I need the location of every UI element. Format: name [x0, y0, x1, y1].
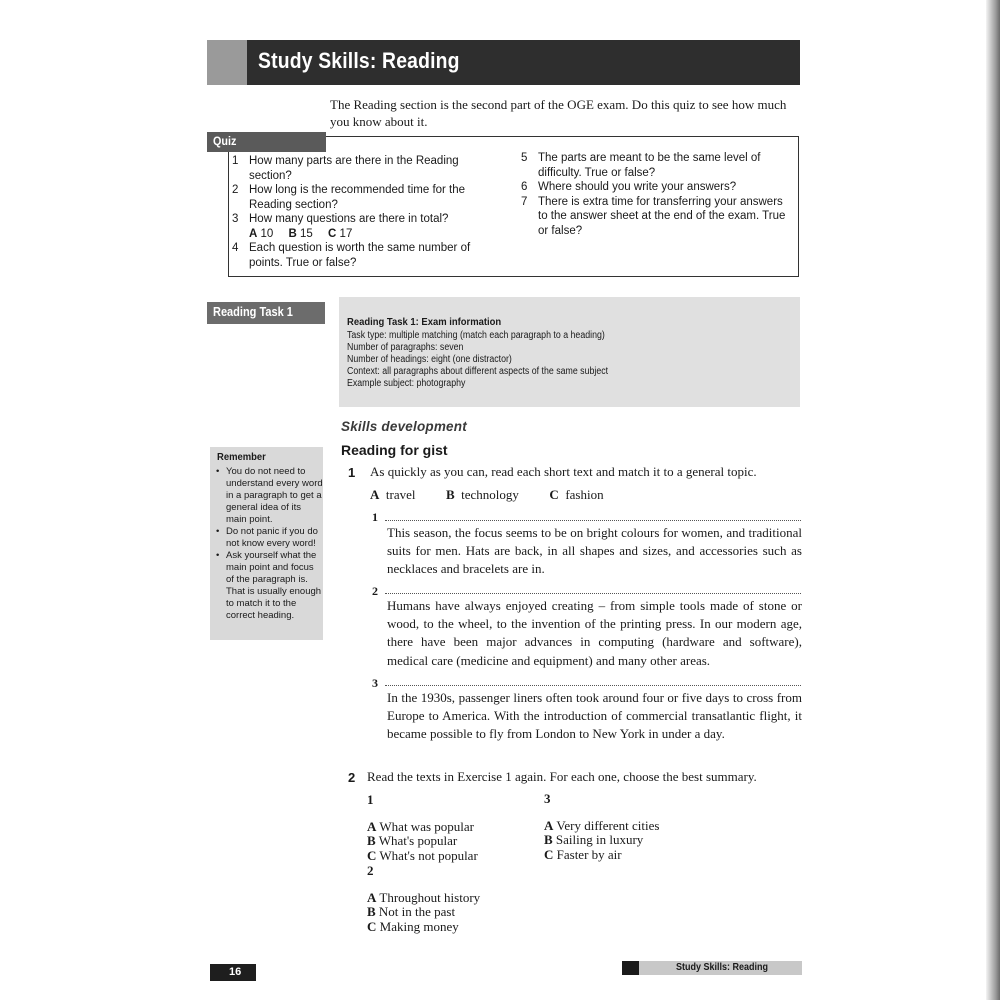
exercise-2-number: 2: [348, 770, 356, 785]
option-letter: C: [328, 227, 337, 240]
summary-option: [367, 820, 478, 835]
text-paragraph: Humans have always enjoyed creating – from simple tools made of stone or wood, to the wheel, to the invention of the printing press. In our modern age, there have been major advances in computing (hardware and software), medical care (medicine and equipment) and many other areas.: [387, 598, 802, 668]
option-text: travel: [385, 487, 416, 502]
quiz-question: [232, 154, 492, 183]
option-text: Faster by air: [556, 846, 622, 862]
quiz-label-tab: [207, 132, 326, 152]
remember-list: [215, 466, 323, 622]
option-letter: B: [445, 487, 455, 502]
page-title: Study Skills: Reading: [258, 48, 460, 73]
section-heading: Skills development: [341, 419, 467, 434]
quiz-column-left: [232, 154, 492, 270]
option-letter: A: [249, 227, 258, 240]
quiz-question-number: 7: [521, 195, 528, 208]
exam-info-line: Example subject: photography: [347, 378, 466, 389]
remember-item: • You do not need to understand every word in a paragraph to get a general idea of its main point.: [215, 466, 323, 526]
quiz-column-right: [521, 151, 791, 238]
quiz-question: [521, 151, 791, 180]
reading-task-label: Reading Task 1: [213, 305, 293, 319]
remember-title: Remember: [217, 451, 266, 463]
option-text: technology: [461, 487, 519, 502]
option-text: Not in the past: [378, 904, 456, 919]
text-paragraph: This season, the focus seems to be on bright colours for women, and traditional suits for men. Hats are back, in all shapes and sizes, and accessories such as necklaces and bracelets are in.: [387, 525, 802, 577]
quiz-label: Quiz: [213, 134, 237, 148]
quiz-question-text: The parts are meant to be the same level of difficulty. True or false?: [538, 152, 761, 179]
option-text: Making money: [379, 918, 459, 934]
summary-option: [367, 849, 478, 864]
option-letter: B: [544, 832, 553, 847]
quiz-question-text: How long is the recommended time for the Reading section?: [249, 184, 466, 211]
option-letter: A: [367, 889, 377, 905]
quiz-question-text: Each question is worth the same number of points. True or false?: [249, 242, 471, 269]
option-text: Sailing in luxury: [555, 832, 644, 847]
summary-option: [544, 833, 659, 848]
intro-text: The Reading section is the second part of the OGE exam. Do this quiz to see how much you know about it.: [330, 97, 787, 129]
summary-group-3: [544, 792, 659, 862]
running-title-bar: [622, 961, 802, 975]
quiz-question: [232, 241, 492, 270]
option-letter: C: [367, 918, 377, 934]
option-letter: B: [367, 904, 376, 919]
quiz-question-number: 1: [232, 155, 239, 167]
quiz-question-number: 6: [521, 181, 528, 193]
answer-line[interactable]: [385, 593, 801, 594]
quiz-question-text: There is extra time for transferring your answers to the answer sheet at the end of the exam. True or false?: [538, 195, 786, 237]
page-number: 16: [229, 966, 242, 978]
exam-info-line: Number of headings: eight (one distractor): [347, 354, 512, 365]
option-text: Very different cities: [556, 817, 660, 833]
exercise-1-number: 1: [348, 465, 356, 480]
option-value: 15: [300, 227, 313, 240]
quiz-question-number: 4: [232, 242, 239, 254]
quiz-question-number: 3: [232, 213, 239, 225]
quiz-question: [521, 180, 791, 195]
exam-info-line: Context: all paragraphs about different aspects of the same subject: [347, 366, 609, 377]
summary-option: [367, 920, 480, 935]
option-text: What's not popular: [379, 847, 478, 863]
page-number-box: [210, 964, 256, 981]
exam-info-title: Reading Task 1: Exam information: [347, 316, 502, 328]
page-edge-shadow: [986, 0, 1000, 1000]
text-number: 3: [372, 676, 378, 690]
section-subheading: Reading for gist: [341, 442, 448, 458]
option-text: What's popular: [378, 833, 458, 848]
reading-task-tab: [207, 302, 325, 324]
text-paragraph: In the 1930s, passenger liners often took around four or five days to cross from Europe to America. With the introduction of commercial transatlantic flight, it became possible to fly from London to New York in under a day.: [387, 690, 802, 742]
option-letter: B: [367, 833, 376, 848]
quiz-question-text: Where should you write your answers?: [538, 181, 737, 193]
quiz-question-number: 5: [521, 152, 528, 164]
quiz-question: [232, 212, 492, 227]
summary-option: [367, 834, 478, 849]
option-text: Throughout history: [379, 889, 481, 905]
quiz-question-3-options: [232, 227, 492, 242]
answer-line[interactable]: [385, 685, 801, 686]
option-letter: C: [549, 487, 559, 502]
remember-item: • Do not panic if you do not know every word!: [215, 526, 323, 550]
summary-group-2: [367, 864, 480, 934]
exercise-1-instruction: As quickly as you can, read each short text and match it to a general topic.: [370, 464, 757, 479]
text-number: 1: [372, 510, 378, 524]
answer-line[interactable]: [385, 520, 801, 521]
quiz-question-text: How many questions are there in total?: [249, 213, 449, 225]
exercise-1-options: [370, 487, 604, 503]
quiz-question: [232, 183, 492, 212]
summary-group-number: 1: [367, 792, 374, 807]
option-letter: C: [367, 847, 377, 863]
quiz-question: [521, 195, 791, 239]
option-value: 10: [260, 227, 274, 240]
option-letter: C: [544, 846, 554, 862]
summary-group-number: 3: [544, 791, 551, 806]
summary-group-number: 2: [367, 863, 374, 878]
option-letter: A: [367, 818, 377, 834]
exercise-2-instruction: Read the texts in Exercise 1 again. For each one, choose the best summary.: [367, 769, 757, 784]
option-letter: A: [544, 817, 554, 833]
quiz-question-number: 2: [232, 184, 239, 196]
summary-option: [544, 819, 659, 834]
summary-group-1: [367, 793, 478, 863]
quiz-question-text: How many parts are there in the Reading section?: [249, 155, 459, 182]
remember-item: • Ask yourself what the main point and focus of the paragraph is. That is usually enough to match it to the correct heading.: [215, 550, 323, 622]
option-letter: B: [288, 227, 297, 240]
option-text: fashion: [565, 487, 604, 502]
exam-info-line: Task type: multiple matching (match each paragraph to a heading): [347, 330, 605, 341]
text-number: 2: [372, 584, 378, 598]
exam-info-line: Number of paragraphs: seven: [347, 342, 464, 353]
option-value: 17: [339, 227, 353, 240]
summary-option: [367, 891, 480, 906]
option-text: What was popular: [379, 818, 474, 834]
summary-option: [367, 905, 480, 920]
option-letter: A: [370, 487, 380, 502]
running-title: Study Skills: Reading: [676, 962, 769, 973]
summary-option: [544, 848, 659, 863]
